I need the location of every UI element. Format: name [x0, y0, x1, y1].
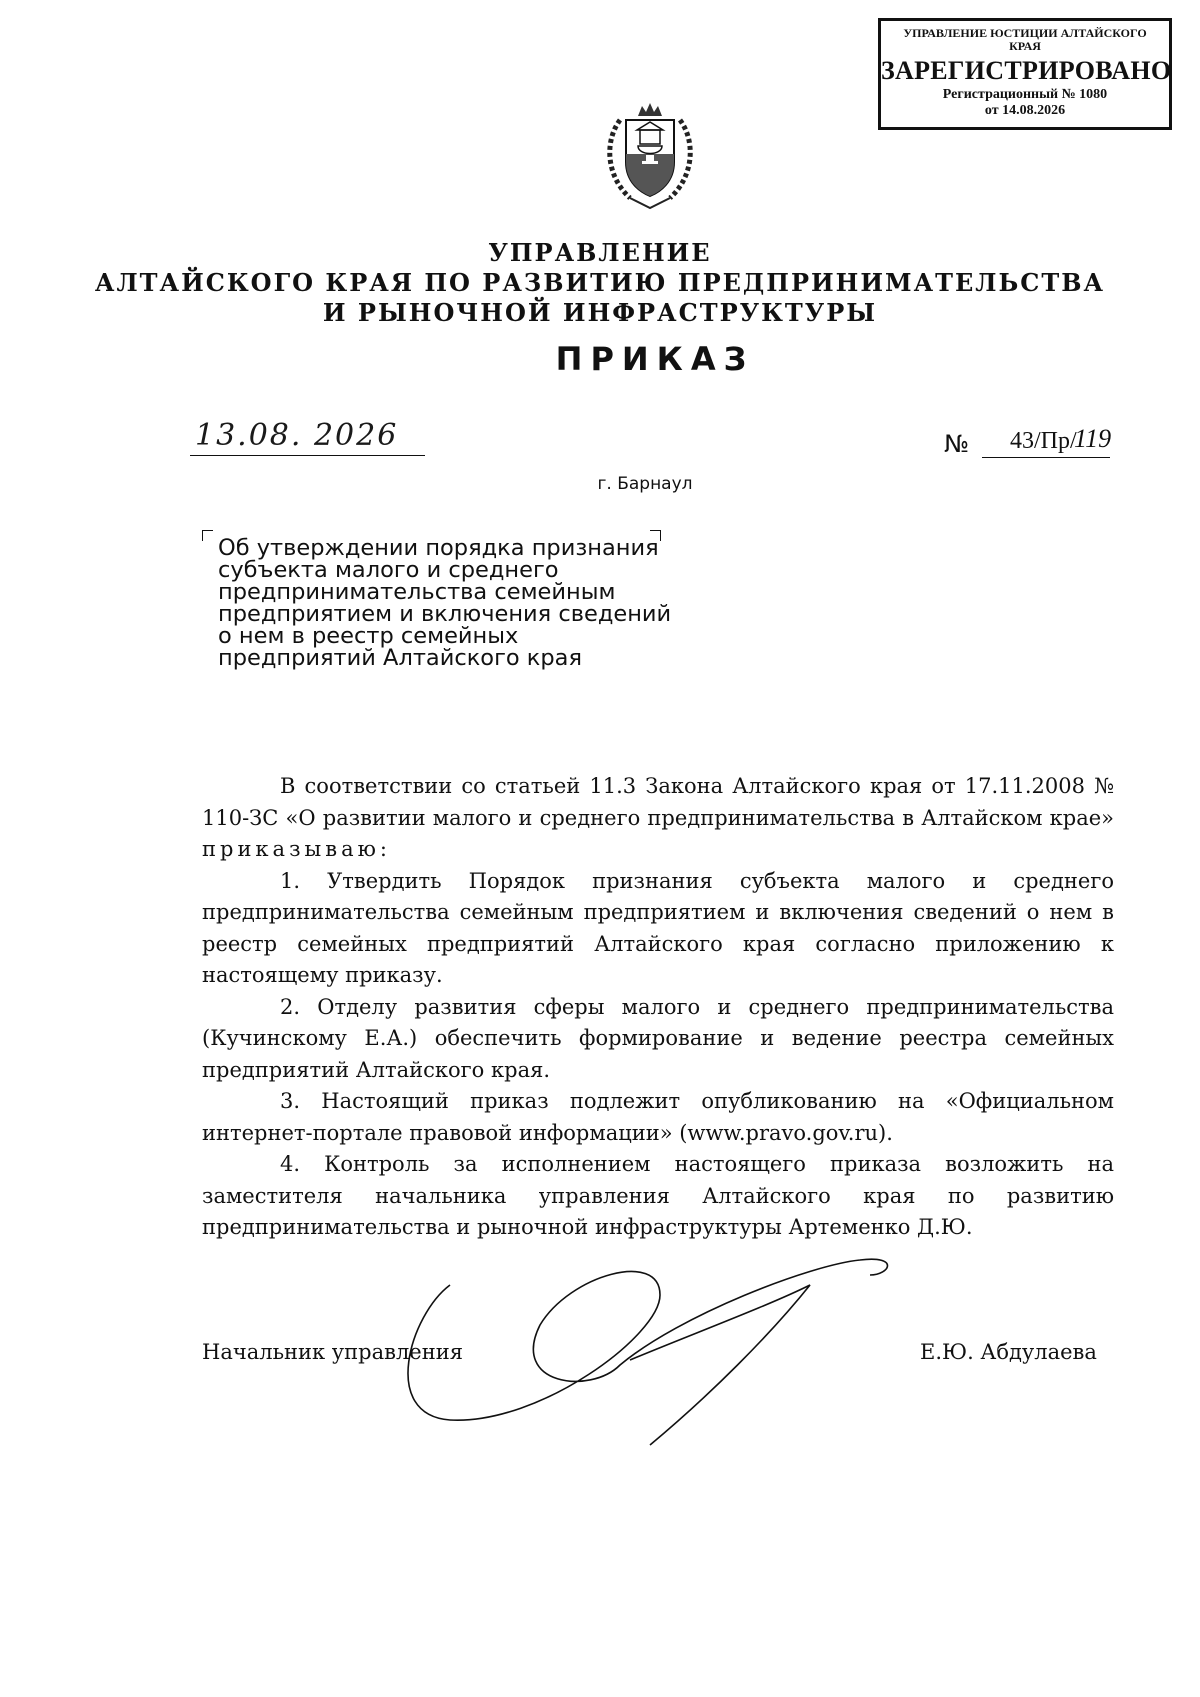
- subject-line: Об утверждении порядка признания: [218, 535, 659, 561]
- document-number-handwritten: 119: [1074, 424, 1112, 453]
- subject-corner-left: [202, 530, 213, 541]
- number-underline: [982, 457, 1110, 458]
- order-item-3: 3. Настоящий приказ подлежит опубликованию на «Официальном интернет-портале правовой информации» (www.pravo.gov.ru).: [202, 1089, 1114, 1145]
- preamble-paragraph: [202, 771, 1114, 866]
- date-underline: [190, 455, 425, 456]
- signatory-name: Е.Ю. Абдулаева: [920, 1340, 1097, 1364]
- document-number-printed: 43/Пр/: [1010, 428, 1077, 454]
- registration-stamp: [878, 18, 1172, 130]
- subject-line: предприятий Алтайского края: [218, 645, 582, 671]
- number-label: №: [944, 430, 969, 458]
- order-word: приказываю:: [202, 837, 391, 861]
- stamp-reg-number: Регистрационный № 1080: [942, 87, 1108, 102]
- subject-line: субъекта малого и среднего: [218, 557, 559, 583]
- subject-line: о нем в реестр семейных: [218, 623, 519, 649]
- handwritten-signature-icon: [390, 1245, 970, 1465]
- city: г. Барнаул: [597, 474, 693, 494]
- order-item-4: 4. Контроль за исполнением настоящего приказа возложить на заместителя начальника управления Алтайского края по развитию предпринимательства и рыночной инфраструктуры Артеменко Д.Ю.: [202, 1152, 1114, 1239]
- org-name-line-3: И РЫНОЧНОЙ ИНФРАСТРУКТУРЫ: [322, 298, 878, 327]
- subject-line: предпринимательства семейным: [218, 579, 616, 605]
- stamp-reg-date: от 14.08.2026: [984, 103, 1066, 118]
- preamble-text: В соответствии со статьей 11.3 Закона Алтайского края от 17.11.2008 № 110-ЗС «О развитии малого и среднего предпринимательства в Алтайском крае»: [202, 774, 1114, 830]
- stamp-status: ЗАРЕГИСТРИРОВАНО: [881, 56, 1172, 85]
- document-body: [202, 771, 1114, 1244]
- document-date: 13.08. 2026: [195, 418, 399, 453]
- order-item-2: 2. Отделу развития сферы малого и среднего предпринимательства (Кучинскому Е.А.) обеспечить формирование и ведение реестра семейных предприятий Алтайского края.: [202, 994, 1114, 1082]
- signatory-position: Начальник управления: [202, 1340, 463, 1364]
- coat-of-arms-icon: [600, 100, 700, 212]
- subject-line: предприятием и включения сведений: [218, 601, 672, 627]
- stamp-org: УПРАВЛЕНИЕ ЮСТИЦИИ АЛТАЙСКОГО КРАЯ: [903, 26, 1147, 53]
- org-name-line-2: АЛТАЙСКОГО КРАЯ ПО РАЗВИТИЮ ПРЕДПРИНИМАТЕЛЬСТВА: [94, 268, 1106, 297]
- org-name-line-1: УПРАВЛЕНИЕ: [488, 238, 712, 267]
- order-item-1: 1. Утвердить Порядок признания субъекта малого и среднего предпринимательства семейным предприятием и включения сведений о нем в реестр семейных предприятий Алтайского края согласно приложению к настоящему приказу.: [202, 868, 1114, 987]
- document-type: ПРИКАЗ: [555, 340, 755, 378]
- document-subject: [218, 535, 672, 671]
